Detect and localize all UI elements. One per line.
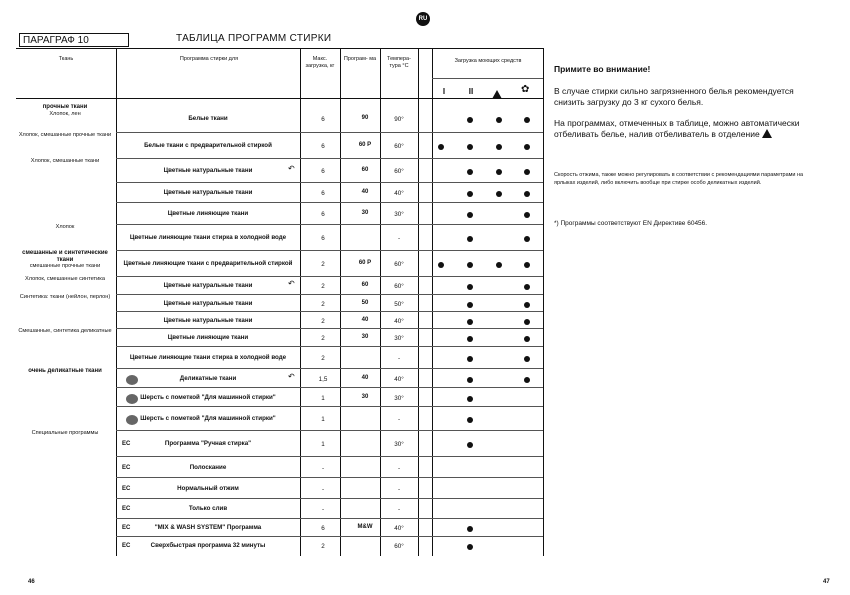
- temperature: -: [397, 235, 401, 242]
- fabric-cell: [16, 368, 114, 375]
- temperature: -: [397, 416, 401, 423]
- program-name: Цветные натуральные ткани: [163, 316, 253, 324]
- max-load: 2: [321, 283, 325, 290]
- max-load: 2: [321, 300, 325, 308]
- detergent-dot: [467, 417, 473, 423]
- fabric-group: смешанные и синтетические ткани: [22, 250, 108, 263]
- program-number: 40: [361, 316, 369, 323]
- detergent-dot: [467, 377, 473, 383]
- program-number: 60: [361, 167, 369, 173]
- detergent-dot: [524, 336, 530, 342]
- fabric-type: Хлопок, смешанные ткани: [30, 158, 100, 164]
- wool-icon: [126, 394, 138, 404]
- detergent-dot: [524, 212, 530, 218]
- detergent-dot: [524, 169, 530, 175]
- detergent-dot: [467, 336, 473, 342]
- temperature: 40°: [394, 190, 404, 197]
- detergent-dot: [467, 284, 473, 290]
- program-number: 50: [361, 299, 369, 306]
- detergent-dot: [524, 302, 530, 308]
- fabric-type: Хлопок, смешанные прочные ткани: [18, 132, 112, 138]
- temperature: 90°: [394, 116, 404, 123]
- col-detergent: Загрузка моющих средств: [454, 58, 522, 64]
- notes-p2: [554, 118, 814, 140]
- detergent-dot: [524, 356, 530, 362]
- notes-p2-text: На программах, отмеченных в таблице, можно автоматически отбеливать белье, налив отбеливатель в отделение: [554, 118, 800, 139]
- wool-icon: [126, 375, 138, 385]
- page-number-right: 47: [823, 579, 830, 585]
- detergent-dot: [524, 262, 530, 268]
- fabric-cell: [16, 104, 114, 117]
- detergent-dot: [467, 526, 473, 532]
- detergent-dot: [496, 144, 502, 150]
- bleach-triangle-icon: [492, 85, 502, 103]
- bleach-triangle-icon: [762, 129, 772, 138]
- temperature: 30°: [394, 335, 404, 342]
- page-number-left: 46: [28, 579, 35, 585]
- temperature: 60°: [394, 261, 404, 268]
- max-load: 1: [321, 441, 325, 448]
- detergent-dot: [524, 284, 530, 290]
- detergent-dot: [467, 191, 473, 197]
- program-name: Белые ткани: [188, 115, 228, 122]
- max-load: 6: [321, 211, 325, 218]
- max-load: 2: [321, 335, 325, 342]
- detergent-dot: [524, 191, 530, 197]
- temperature: 50°: [394, 300, 404, 308]
- temperature: 60°: [394, 543, 404, 550]
- program-name: Цветные линяющие ткани: [167, 334, 249, 341]
- temperature: -: [397, 506, 401, 513]
- fabric-cell: [16, 294, 114, 301]
- detergent-dot: [467, 396, 473, 402]
- temperature: 40°: [394, 525, 404, 532]
- detergent-dot: [467, 262, 473, 268]
- eco-label: ЕС: [122, 543, 131, 549]
- fabric-cell: [16, 158, 114, 165]
- max-load: 6: [321, 116, 325, 123]
- detergent-dot: [467, 144, 473, 150]
- detergent-dot: [467, 169, 473, 175]
- program-name: Цветные натуральные ткани: [163, 299, 253, 307]
- detergent-dot: [467, 356, 473, 362]
- spin-icon: ↶: [288, 371, 295, 381]
- program-name: Программа "Ручная стирка": [164, 440, 252, 447]
- program-name: Цветные линяющие ткани с предварительной стиркой: [123, 260, 293, 267]
- notes-small: Скорость отжима, также можно регулировать в соответствии с рекомендациями параметрами на ярлыках изделий, либо включить вообще при стирке особо деликатных изделий.: [554, 172, 804, 186]
- detergent-dot: [496, 191, 502, 197]
- page-title: ТАБЛИЦА ПРОГРАММ СТИРКИ: [176, 33, 332, 44]
- program-name: Нормальный отжим: [177, 484, 239, 492]
- program-number: 60: [361, 282, 369, 288]
- max-load: 2: [321, 543, 325, 550]
- detergent-dot: [524, 144, 530, 150]
- fabric-type: Специальные программы: [31, 430, 99, 436]
- detergent-dot: [496, 262, 502, 268]
- detergent-dot: [524, 236, 530, 242]
- max-load: -: [321, 464, 325, 472]
- program-name: Деликатные ткани: [179, 374, 237, 382]
- detergent-dot: [467, 236, 473, 242]
- program-name: Цветные линяющие ткани: [167, 210, 249, 217]
- fabric-cell: [16, 328, 114, 335]
- max-load: 6: [321, 190, 325, 197]
- program-number: 30: [361, 393, 369, 400]
- fabric-group: очень деликатные ткани: [28, 368, 102, 374]
- fabric-cell: [16, 430, 114, 437]
- program-name: Сверхбыстрая программа 32 минуты: [150, 542, 266, 549]
- language-badge: RU: [416, 12, 430, 26]
- detergent-dot: [524, 117, 530, 123]
- softener-flower-icon: ✿: [521, 84, 530, 95]
- temperature: 60°: [394, 168, 404, 175]
- program-number: M&W: [357, 524, 373, 530]
- max-load: 1,5: [318, 375, 328, 383]
- max-load: 1: [321, 416, 325, 423]
- detergent-dot: [467, 544, 473, 550]
- program-name: Шерсть с пометкой "Для машинной стирки": [140, 393, 276, 401]
- detergent-dot: [467, 442, 473, 448]
- eco-label: ЕС: [122, 525, 131, 531]
- col-temp: Темпера- тура °С: [387, 56, 411, 69]
- fabric-type: Хлопок: [55, 224, 75, 230]
- program-name: Только слив: [188, 505, 228, 512]
- eco-label: ЕС: [122, 506, 131, 512]
- temperature: 30°: [394, 211, 404, 218]
- program-number: 40: [361, 374, 369, 381]
- temperature: -: [397, 485, 401, 493]
- spin-icon: ↶: [288, 164, 295, 173]
- col-program: Программа стирки для: [179, 56, 239, 62]
- detergent-dot: [438, 144, 444, 150]
- temperature: 40°: [394, 375, 404, 383]
- eco-label: ЕС: [122, 464, 131, 471]
- program-name: Цветные линяющие ткани стирка в холодной воде: [129, 354, 287, 361]
- fabric-cell: [16, 250, 114, 270]
- program-number: 30: [361, 334, 369, 340]
- detergent-dot: [496, 117, 502, 123]
- fabric-type: смешанные прочные ткани: [29, 263, 101, 269]
- temperature: 60°: [394, 143, 404, 150]
- max-load: 6: [321, 235, 325, 242]
- det-col-2: II: [468, 87, 474, 96]
- fabric-type: Хлопок, лен: [49, 110, 81, 117]
- det-col-1: I: [442, 87, 446, 96]
- fabric-type: Синтетика: ткани (нейлон, перлон): [19, 294, 111, 300]
- max-load: 6: [321, 143, 325, 150]
- program-name: Цветные натуральные ткани: [163, 282, 253, 289]
- detergent-dot: [524, 377, 530, 383]
- wool-icon: [126, 415, 138, 425]
- program-name: Белые ткани с предварительной стиркой: [144, 142, 272, 149]
- max-load: 6: [321, 525, 325, 532]
- max-load: 6: [321, 168, 325, 175]
- max-load: 1: [321, 394, 325, 402]
- program-number: 90: [361, 115, 369, 121]
- program-number: 30: [361, 210, 369, 216]
- notes-heading: Примите во внимание!: [554, 64, 651, 74]
- temperature: -: [397, 355, 401, 362]
- program-name: Цветные линяющие ткани стирка в холодной воде: [129, 234, 287, 241]
- col-fabric: Ткань: [58, 56, 74, 62]
- fabric-type: Хлопок, смешанные синтетика: [25, 276, 105, 282]
- col-program-no: Програм- ма: [343, 56, 377, 62]
- detergent-dot: [467, 212, 473, 218]
- detergent-dot: [467, 117, 473, 123]
- fabric-type: Смешанные, синтетика деликатные: [18, 328, 112, 334]
- col-max-load: Макс. загрузка, кг: [305, 56, 335, 69]
- program-name: Шерсть с пометкой "Для машинной стирки": [140, 415, 276, 422]
- eco-label: ЕС: [122, 441, 131, 447]
- spin-icon: ↶: [288, 279, 295, 288]
- fabric-group: прочные ткани: [42, 104, 88, 110]
- max-load: 2: [321, 261, 325, 268]
- max-load: 2: [321, 355, 325, 362]
- program-name: "MIX & WASH SYSTEM" Программа: [154, 524, 262, 531]
- notes-p1: В случае стирки сильно загрязненного белья рекомендуется снизить загрузку до 3 кг сухого белья.: [554, 86, 794, 107]
- program-name: Полоскание: [189, 463, 227, 471]
- fabric-cell: [16, 132, 114, 139]
- temperature: 30°: [394, 394, 404, 402]
- paragraph-label: ПАРАГРАФ 10: [19, 33, 129, 47]
- program-name: Цветные натуральные ткани: [163, 189, 253, 196]
- detergent-dot: [438, 262, 444, 268]
- max-load: 2: [321, 317, 325, 325]
- detergent-dot: [524, 319, 530, 325]
- eco-label: ЕС: [122, 485, 131, 492]
- max-load: -: [321, 506, 325, 513]
- max-load: -: [321, 485, 325, 493]
- detergent-dot: [496, 169, 502, 175]
- program-number: 60 P: [358, 260, 372, 266]
- program-name: Цветные натуральные ткани: [163, 167, 253, 174]
- fabric-cell: [16, 224, 114, 231]
- footnote: *) Программы соответствуют EN Директиве 60456.: [554, 220, 708, 227]
- temperature: 30°: [394, 441, 404, 448]
- temperature: 40°: [394, 317, 404, 325]
- program-number: 40: [361, 189, 369, 195]
- temperature: 60°: [394, 283, 404, 290]
- detergent-dot: [467, 302, 473, 308]
- program-number: 60 P: [358, 142, 372, 148]
- detergent-dot: [467, 319, 473, 325]
- temperature: -: [397, 464, 401, 472]
- fabric-cell: [16, 276, 114, 283]
